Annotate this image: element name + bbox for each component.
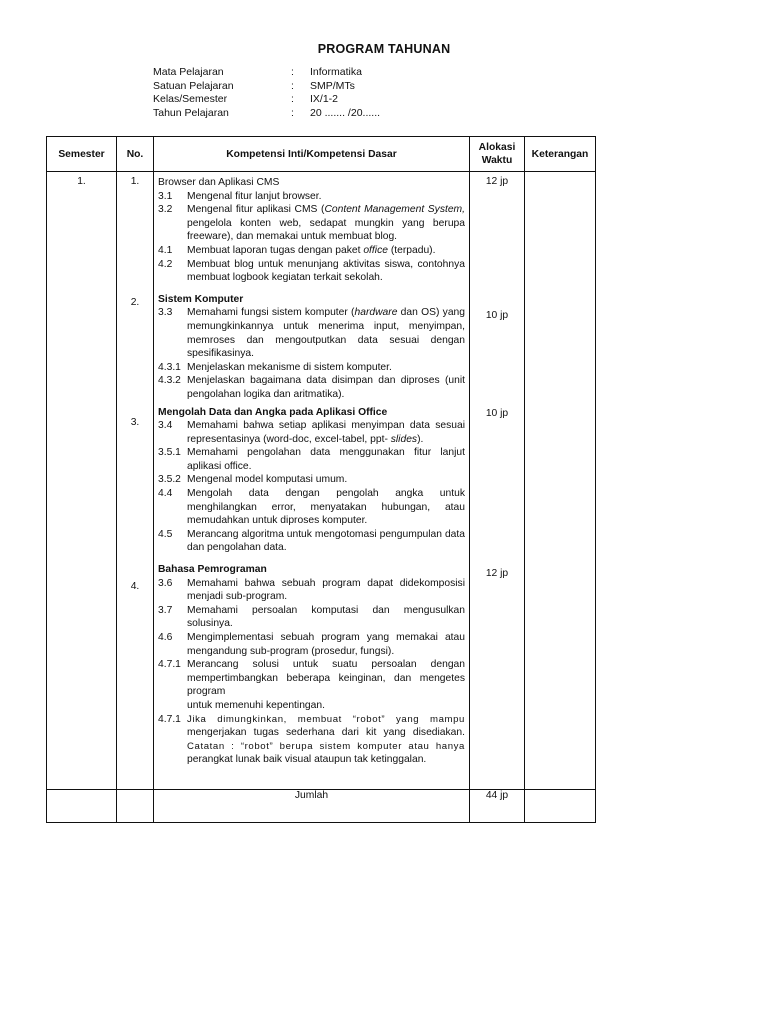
list-item: 3.5.2 Mengenal model komputasi umum. (158, 474, 348, 486)
list-item: 3.6 Memahami bahwa sebuah program dapat didekomposisi menjadi sub-program. (158, 577, 465, 603)
section-number-3: 3. (130, 417, 140, 428)
footer-empty-cell (525, 790, 596, 823)
list-item: 3.2 Mengenal fitur aplikasi CMS (Content Management System, pengelola konten web, sedapat mungkin yang berupa freeware), dan memakai untuk membuat blog. (158, 204, 465, 243)
list-item: 4.3.2 Menjelaskan bagaimana data disimpan dan diproses (unit pengolahan logika dan aritmatika). (158, 375, 465, 400)
list-item: 4.6 Mengimplementasi sebuah program yang memakai atau mengandung sub-program (prosedur, fungsi). (158, 632, 465, 657)
section-number-1: 1. (130, 176, 140, 187)
info-value: 20 ....... /20...... (310, 106, 381, 119)
info-separator: : (291, 106, 294, 119)
alokasi-value-2: 10 jp (485, 310, 509, 321)
info-value: IX/1-2 (310, 93, 339, 106)
footer-label: Jumlah (154, 790, 470, 823)
alokasi-value-3: 10 jp (485, 408, 509, 419)
header-semester: Semester (47, 137, 117, 172)
program-table (46, 136, 596, 823)
list-item: 4.2 Membuat blog untuk menunjang aktivitas siswa, contohnya membuat logbook kegiatan terkait sekolah. (158, 258, 465, 284)
document-title: PROGRAM TAHUNAN (317, 42, 451, 56)
list-item: untuk memenuhi kepentingan. (187, 699, 325, 711)
footer-total: 44 jp (470, 790, 525, 823)
list-item: 4.7.1 Jika dimungkinkan, membuat “robot” yang mampu mengerjakan tugas sederhana dari kit yang disediakan. Catatan : “robot” berupa sistem komputer atau hanya perangkat lunak baik visual ataupun tak ketinggalan. (158, 713, 465, 766)
info-value: Informatika (310, 66, 362, 78)
header-no: No. (117, 137, 154, 172)
info-separator: : (291, 93, 294, 106)
list-item: 3.4 Memahami bahwa setiap aplikasi menyimpan data sesuai representasinya (word-doc, excel-tabel, ppt- slides). (158, 420, 465, 445)
list-item: 3.3 Memahami fungsi sistem komputer (hardware dan OS) yang memungkinkannya untuk menerima input, menyimpan, memroses dan mengoutputkan data sesuai dengan spesifikasinya. (158, 307, 465, 360)
alokasi-cell (470, 172, 525, 790)
info-label: Tahun Pelajaran (153, 106, 229, 119)
section-title: Mengolah Data dan Angka pada Aplikasi Office (158, 406, 388, 418)
header-keterangan: Keterangan (525, 137, 596, 172)
header-kompetensi: Kompetensi Inti/Kompetensi Dasar (154, 137, 470, 172)
keterangan-cell (525, 172, 596, 790)
alokasi-value-1: 12 jp (485, 176, 509, 187)
table-row (47, 172, 596, 790)
semester-value: 1. (77, 176, 86, 187)
info-label: Kelas/Semester (153, 93, 228, 106)
info-separator: : (291, 79, 294, 92)
table-header-row (47, 137, 596, 172)
info-row-subject (153, 66, 380, 80)
list-item: 3.5.1 Memahami pengolahan data menggunakan fitur lanjut aplikasi office. (158, 447, 465, 472)
section-title: Browser dan Aplikasi CMS (158, 177, 280, 188)
header-alokasi: Alokasi Waktu (470, 137, 525, 172)
info-value: SMP/MTs (310, 79, 355, 92)
alokasi-value-4: 12 jp (485, 568, 509, 579)
footer-empty-cell (117, 790, 154, 823)
section-title: Bahasa Pemrograman (158, 564, 267, 576)
table-footer-row (47, 790, 596, 823)
number-cell (117, 172, 154, 790)
info-row-class (153, 93, 380, 107)
document-info (153, 66, 380, 120)
list-item: 3.7 Memahami persoalan komputasi dan mengusulkan solusinya. (158, 604, 465, 630)
list-item: 4.7.1 Merancang solusi untuk suatu persoalan dengan mempertimbangkan beberapa keinginan, dan mengetes program (158, 659, 465, 698)
section-title: Sistem Komputer (158, 293, 244, 305)
info-label: Mata Pelajaran (153, 66, 224, 78)
section-number-2: 2. (130, 297, 140, 308)
semester-cell (47, 172, 117, 790)
list-item: 3.1 Mengenal fitur lanjut browser. (158, 190, 322, 202)
list-item: 4.3.1 Menjelaskan mekanisme di sistem komputer. (158, 361, 392, 373)
info-row-year (153, 107, 380, 121)
footer-empty-cell (47, 790, 117, 823)
info-label: Satuan Pelajaran (153, 79, 234, 92)
list-item: 4.1 Membuat laporan tugas dengan paket office (terpadu). (158, 244, 436, 256)
info-row-school (153, 80, 380, 94)
section-number-4: 4. (130, 581, 140, 592)
info-separator: : (291, 66, 294, 78)
list-item: 4.5 Merancang algoritma untuk mengotomasi pengumpulan data dan pengolahan data. (158, 528, 465, 554)
list-item: 4.4 Mengolah data dengan pengolah angka untuk menghilangkan error, menyatakan hubungan, atau memudahkan untuk diproses komputer. (158, 488, 465, 527)
kompetensi-cell (154, 172, 470, 790)
